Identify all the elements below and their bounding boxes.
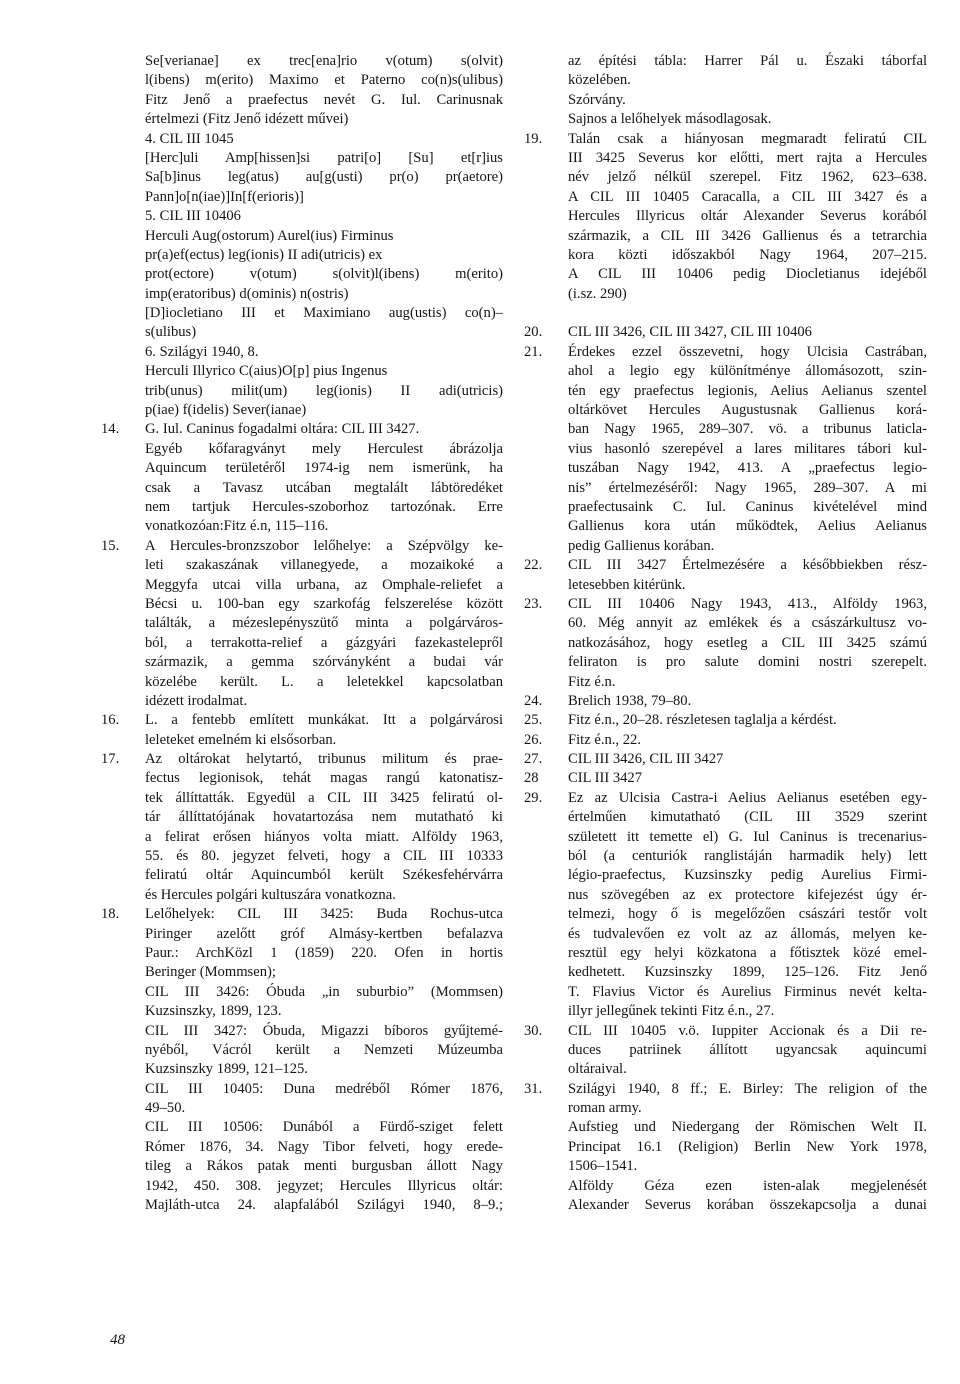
line-text: 55. és 80. jegyzet felveti, hogy a CIL III 10333 xyxy=(145,848,503,865)
text-line xyxy=(524,1138,927,1157)
text-line xyxy=(524,750,927,769)
line-text: oltárkövet Hercules Augustusnak Gallienus korá- xyxy=(568,402,927,419)
text-line xyxy=(101,188,503,207)
note-number: 23. xyxy=(524,595,543,612)
text-line xyxy=(524,537,927,556)
text-line xyxy=(101,517,503,536)
line-text: kora közti időszakból Nagy 1964, 207–215. xyxy=(568,246,927,263)
line-text: III 3425 Severus kor előtti, mert rajta a Hercules xyxy=(568,149,927,166)
text-line xyxy=(524,1099,927,1118)
line-text: feliratú oltár Aquincumból került Székesfehérvárra xyxy=(145,867,503,884)
text-line xyxy=(101,1022,503,1041)
line-text: Paur.: ArchKözl 1 (1859) 220. Ofen in hortis xyxy=(145,944,503,961)
text-line xyxy=(524,246,927,265)
note-number: 16. xyxy=(101,712,120,729)
line-text: Piringer azelőtt gróf Almásy-kertben befalazva xyxy=(145,925,503,942)
line-text: Se[verianae] ex trec[ena]rio v(otum) s(olvit) xyxy=(145,53,503,69)
line-text: az építési tábla: Harrer Pál u. Északi táborfal xyxy=(568,53,927,69)
note-number: 27. xyxy=(524,751,543,768)
text-line xyxy=(524,110,927,129)
line-text: T. Flavius Victor és Aurelius Firminus nevét kelta- xyxy=(568,983,927,1000)
text-line xyxy=(101,653,503,672)
text-line xyxy=(101,866,503,885)
line-text: Hercules Illyricus oltár Alexander Severus korából xyxy=(568,208,927,225)
line-text: nyéből, Vácról került a Nemzeti Múzeumba xyxy=(145,1041,503,1058)
line-text: CIL III 3426, CIL III 3427, CIL III 10406 xyxy=(568,324,812,341)
line-text: 4. CIL III 1045 xyxy=(145,130,234,147)
text-line xyxy=(101,401,503,420)
text-line xyxy=(101,595,503,614)
text-line xyxy=(524,808,927,827)
text-line xyxy=(524,925,927,944)
line-text: leti szakaszának villanegyede, a mozaikoké a xyxy=(145,557,503,574)
line-text: A Hercules-bronzszobor lelőhelye: a Szépvölgy ke- xyxy=(145,537,503,554)
text-line xyxy=(101,323,503,342)
line-text: származik, a gemma szórványként a budai vár xyxy=(145,654,503,671)
note-number: 26. xyxy=(524,731,543,748)
line-text: született itt temette el) G. Iul Caninus is trecenarius- xyxy=(568,828,927,845)
text-line xyxy=(101,382,503,401)
line-text: 5. CIL III 10406 xyxy=(145,208,241,225)
line-text: közelében. xyxy=(568,72,631,89)
text-line xyxy=(524,866,927,885)
text-line xyxy=(101,1060,503,1079)
line-text: 6. Szilágyi 1940, 8. xyxy=(145,343,259,360)
line-text: Kuzsinszky, 1899, 123. xyxy=(145,1003,282,1020)
line-text: Lelőhelyek: CIL III 3425: Buda Rochus-utca xyxy=(145,906,503,923)
text-line xyxy=(101,1041,503,1060)
line-text: értelműen kimutatható (CIL III 3529 szerint xyxy=(568,809,927,826)
text-line xyxy=(101,963,503,982)
line-text: ban Nagy 1965, 289–307. vö. a tribunus laticla- xyxy=(568,421,927,438)
text-line xyxy=(101,440,503,459)
line-text: Szórvány. xyxy=(568,91,626,108)
text-line xyxy=(524,91,927,110)
line-text: imp(eratoribus) d(ominis) n(ostris) xyxy=(145,285,349,302)
text-line xyxy=(101,847,503,866)
line-text: tén egy praefectus legionis, Aelius Aelianus szentel xyxy=(568,382,927,399)
line-text: G. Iul. Caninus fogadalmi oltára: CIL III 3427. xyxy=(145,421,420,438)
line-text: [Herc]uli Amp[hissen]si patri[o] [Su] et[r]ius xyxy=(145,149,503,166)
text-line xyxy=(101,983,503,1002)
line-text: trib(unus) milit(um) leg(ionis) II adi(utricis) xyxy=(145,382,503,399)
text-line xyxy=(524,168,927,187)
text-line xyxy=(524,1177,927,1196)
text-line xyxy=(101,1118,503,1137)
line-text: értelmezi (Fitz Jenő idézett művei) xyxy=(145,111,349,128)
line-text: tek állíttatták. Egyedül a CIL III 3425 feliratú ol- xyxy=(145,789,503,806)
line-text: és tudvalevően ez volt az az állomás, melyen ke- xyxy=(568,925,927,942)
text-line xyxy=(524,595,927,614)
text-line xyxy=(101,149,503,168)
line-text: prot(ectore) v(otum) s(olvit)l(ibens) m(erito) xyxy=(145,266,503,283)
text-line xyxy=(101,52,503,71)
note-number: 25. xyxy=(524,712,543,729)
line-text: CIL III 10405 v.ö. Iuppiter Accionak és a Dii re- xyxy=(568,1022,927,1039)
text-line xyxy=(101,1099,503,1118)
text-line xyxy=(524,401,927,420)
text-line xyxy=(101,1002,503,1021)
text-line xyxy=(101,227,503,246)
line-text: CIL III 10405: Duna medréből Rómer 1876, xyxy=(145,1080,503,1097)
text-line xyxy=(524,498,927,517)
note-number: 17. xyxy=(101,751,120,768)
text-line xyxy=(101,556,503,575)
text-line xyxy=(101,362,503,381)
text-line xyxy=(524,71,927,90)
text-line xyxy=(524,886,927,905)
line-text: idézett irodalmat. xyxy=(145,692,248,709)
text-line xyxy=(101,91,503,110)
text-line xyxy=(524,1022,927,1041)
text-line xyxy=(101,1080,503,1099)
line-text: Pann]o[n(iae)]In[f(erioris)] xyxy=(145,188,304,205)
line-text: tuszában Nagy 1942, 413. A „praefectus legio- xyxy=(568,460,927,477)
text-line xyxy=(524,1157,927,1176)
text-line xyxy=(524,1060,927,1079)
line-text: találták, a mézeslepényszütő minta a polgárváros- xyxy=(145,615,503,632)
line-text: ból, a terrakotta-relief a gázgyári fazekastelepről xyxy=(145,634,503,651)
line-text: duces patriinek állított ugyancsak aquincumi xyxy=(568,1041,927,1058)
text-line xyxy=(101,925,503,944)
note-number: 21. xyxy=(524,343,543,360)
line-text: Egyéb kőfaragványt mely Herculest ábrázolja xyxy=(145,440,503,457)
text-line xyxy=(101,537,503,556)
line-text: Talán csak a hiányosan megmaradt feliratú CIL xyxy=(568,130,927,147)
line-text: fectus legionisok, tehát magas rangú katonatisz- xyxy=(145,770,503,787)
line-text: s(ulibus) xyxy=(145,324,197,341)
note-number: 31. xyxy=(524,1080,543,1097)
note-number: 18. xyxy=(101,906,120,923)
line-text: kedhetett. Kuzsinszky 1899, 125–126. Fitz Jenő xyxy=(568,964,927,981)
line-text: [D]iocletiano III et Maximiano aug(ustis) co(n)– xyxy=(145,305,503,322)
note-number: 14. xyxy=(101,421,120,438)
line-text: csak a Tavasz utcában megtalált lábtöredéket xyxy=(145,479,503,496)
line-text: Kuzsinszky 1899, 121–125. xyxy=(145,1061,308,1078)
text-line xyxy=(524,130,927,149)
line-text: Meggyfa utcai villa urbana, az Omphale-reliefet a xyxy=(145,576,503,593)
line-text: Herculi Illyrico C(aius)O[p] pius Ingenus xyxy=(145,363,388,380)
text-line xyxy=(524,711,927,730)
text-line xyxy=(524,963,927,982)
line-text: Ez az Ulcisia Castra-i Aelius Aelianus esetében egy- xyxy=(568,789,927,806)
text-line xyxy=(101,673,503,692)
text-line xyxy=(101,944,503,963)
line-text: Érdekes ezzel összevetni, hogy Ulcisia Castrában, xyxy=(568,343,927,360)
text-line xyxy=(101,634,503,653)
text-line xyxy=(524,847,927,866)
line-text: légio-praefectus, Kuzsinszky pedig Aurelius Firmi- xyxy=(568,867,927,884)
line-text: Principat 16.1 (Religion) Berlin New York 1978, xyxy=(568,1138,927,1155)
line-text: p(iae) f(idelis) Sever(ianae) xyxy=(145,402,307,419)
line-text: letesebben kitérünk. xyxy=(568,576,686,593)
line-text: L. a fentebb említett munkákat. Itt a polgárvárosi xyxy=(145,712,503,729)
line-text: Fitz é.n., 22. xyxy=(568,731,641,748)
right-column xyxy=(524,52,927,1215)
text-line xyxy=(524,479,927,498)
line-text: Rómer 1876, 34. Nagy Tibor felveti, hogy erede- xyxy=(145,1138,503,1155)
page-number: 48 xyxy=(110,1332,125,1348)
note-number: 30. xyxy=(524,1022,543,1039)
note-number: 19. xyxy=(524,130,543,147)
line-text: nis” értelmezéséről: Nagy 1965, 289–307. A mi xyxy=(568,479,927,496)
line-text: CIL III 10406 Nagy 1943, 413., Alföldy 1963, xyxy=(568,595,927,612)
line-text: vonatkozóan:Fitz é.n, 115–116. xyxy=(145,518,329,535)
line-text: (i.sz. 290) xyxy=(568,285,627,302)
line-text: Bécsi u. 100-ban egy szarkofág felszerelése között xyxy=(145,595,503,612)
text-line xyxy=(524,576,927,595)
line-text: oltáraival. xyxy=(568,1061,627,1078)
line-text: resztül egy helyi közkatona a főtisztek közé emel- xyxy=(568,944,927,961)
line-text: Sa[b]inus leg(atus) au[g(usti) pr(o) pr(aetore) xyxy=(145,169,503,186)
text-line xyxy=(101,420,503,439)
line-text: feliraton is pro salute domini nostri szerepelt. xyxy=(568,654,927,671)
text-line xyxy=(524,673,927,692)
line-text: Sajnos a lelőhelyek másodlagosak. xyxy=(568,111,772,128)
text-line xyxy=(524,459,927,478)
line-text: illyr jellegűnek tekinti Fitz é.n., 27. xyxy=(568,1003,775,1020)
text-line xyxy=(101,265,503,284)
text-line xyxy=(101,1138,503,1157)
text-line xyxy=(101,1177,503,1196)
line-text: Majláth-utca 24. alapfalából Szilágyi 1940, 8–9.; xyxy=(145,1197,503,1214)
text-line xyxy=(101,304,503,323)
text-line xyxy=(524,692,927,711)
text-line xyxy=(524,207,927,226)
text-line xyxy=(101,711,503,730)
line-text: vius hasonló szerepével a lares militares tábori kul- xyxy=(568,440,927,457)
text-line xyxy=(524,304,927,323)
note-number: 28 xyxy=(524,770,539,787)
line-text: l(ibens) m(erito) Maximo et Paterno co(n)s(ulibus) xyxy=(145,72,503,89)
text-line xyxy=(101,110,503,129)
text-line xyxy=(524,362,927,381)
text-line xyxy=(101,207,503,226)
text-line xyxy=(101,498,503,517)
line-text: leleteket emelném ki elsősorban. xyxy=(145,731,337,748)
text-line xyxy=(524,789,927,808)
line-text: telmezi, hogy ő is megelőzően császári testőr volt xyxy=(568,906,927,923)
line-text: nem tartjuk Hercules-szoborhoz tartozónak. Erre xyxy=(145,498,503,515)
line-text: pedig Gallienus korában. xyxy=(568,537,715,554)
text-line xyxy=(101,769,503,788)
line-text: praefectusaink C. Iul. Caninus kivételével mind xyxy=(568,498,927,515)
line-text: és Hercules polgári kultuszára vonatkozna. xyxy=(145,886,396,903)
line-text: Herculi Aug(ostorum) Aurel(ius) Firminus xyxy=(145,227,394,244)
text-line xyxy=(524,343,927,362)
text-line xyxy=(524,227,927,246)
line-text: 60. Még annyit az emlékek és a császárkultusz vo- xyxy=(568,615,927,632)
line-text: CIL III 3427 xyxy=(568,770,643,787)
text-line xyxy=(524,556,927,575)
line-text: A CIL III 10406 pedig Diocletianus idejéből xyxy=(568,266,927,283)
text-line xyxy=(101,130,503,149)
left-column xyxy=(101,52,503,1215)
line-text: közelébe került. L. a leletekkel kapcsolatban xyxy=(145,673,503,690)
text-line xyxy=(101,71,503,90)
text-line xyxy=(101,285,503,304)
line-text: Gallienus kora után működtek, Aelius Aelianus xyxy=(568,518,927,535)
line-text: 49–50. xyxy=(145,1100,186,1117)
note-number: 24. xyxy=(524,692,543,709)
text-line xyxy=(524,382,927,401)
line-text: A CIL III 10405 Caracalla, a CIL III 3427 és a xyxy=(568,188,927,205)
text-line xyxy=(524,828,927,847)
line-text: név jelző nélkül szerepel. Fitz 1962, 623–638. xyxy=(568,169,927,186)
line-text: 1506–1541. xyxy=(568,1158,638,1175)
text-line xyxy=(524,905,927,924)
line-text: Alföldy Géza ezen isten-alak megjelenését xyxy=(568,1177,927,1194)
line-text: natkozásához, hogy esetleg a CIL III 3425 számú xyxy=(568,634,927,651)
text-line xyxy=(524,517,927,536)
line-text: Aufstieg und Niedergang der Römischen Welt II. xyxy=(568,1119,927,1136)
text-line xyxy=(101,886,503,905)
line-text: származik, a CIL III 3426 Gallienus és a tetrarchia xyxy=(568,227,927,244)
text-line xyxy=(524,265,927,284)
line-text: roman army. xyxy=(568,1100,642,1117)
text-line xyxy=(524,1041,927,1060)
line-text: a felirat erősen hiányos volta miatt. Alföldy 1963, xyxy=(145,828,503,845)
text-line xyxy=(524,944,927,963)
text-line xyxy=(101,168,503,187)
line-text: Szilágyi 1940, 8 ff.; E. Birley: The religion of the xyxy=(568,1080,927,1097)
text-line xyxy=(101,479,503,498)
text-line xyxy=(524,653,927,672)
line-text: tár állíttatójának hovatartozása nem mutatható ki xyxy=(145,809,503,826)
line-text: Fitz é.n., 20–28. részletesen taglalja a kérdést. xyxy=(568,712,837,729)
text-line xyxy=(524,769,927,788)
line-text: Aquincum területéről 1974-ig nem ismerünk, ha xyxy=(145,460,503,477)
line-text: Beringer (Mommsen); xyxy=(145,964,276,981)
line-text: tileg a Rákos patak menti burgusban állott Nagy xyxy=(145,1158,503,1175)
text-line xyxy=(101,828,503,847)
line-text: Az oltárokat helytartó, tribunus militum és prae- xyxy=(145,751,503,768)
text-line xyxy=(524,983,927,1002)
text-line xyxy=(524,634,927,653)
text-line xyxy=(101,459,503,478)
text-line xyxy=(101,1157,503,1176)
line-text: Alexander Severus korában összekapcsolja a dunai xyxy=(568,1197,927,1214)
line-text: 1942, 450. 308. jegyzet; Hercules Illyricus oltár: xyxy=(145,1177,503,1194)
text-line xyxy=(524,731,927,750)
line-text: Brelich 1938, 79–80. xyxy=(568,692,692,709)
note-number: 29. xyxy=(524,789,543,806)
note-number: 15. xyxy=(101,537,120,554)
text-line xyxy=(101,343,503,362)
line-text: CIL III 3426, CIL III 3427 xyxy=(568,751,724,768)
line-text: CIL III 3427 Értelmezésére a későbbiekben rész- xyxy=(568,557,927,574)
note-number: 20. xyxy=(524,324,543,341)
text-line xyxy=(524,1002,927,1021)
text-line xyxy=(524,420,927,439)
text-line xyxy=(101,750,503,769)
line-text: nus szövegében az ex protectore kifejezést úgy ér- xyxy=(568,886,927,903)
text-line xyxy=(524,1118,927,1137)
text-line xyxy=(101,1196,503,1215)
text-line xyxy=(524,323,927,342)
line-text: ból (a centuriók ranglistáján harmadik hely) lett xyxy=(568,848,927,865)
text-line xyxy=(101,614,503,633)
text-line xyxy=(524,614,927,633)
text-line xyxy=(524,440,927,459)
line-text: CIL III 3427: Óbuda, Migazzi bíboros gyűjtemé- xyxy=(145,1022,503,1039)
text-line xyxy=(101,246,503,265)
text-line xyxy=(101,905,503,924)
text-line xyxy=(101,692,503,711)
text-line xyxy=(524,188,927,207)
text-line xyxy=(101,808,503,827)
text-line xyxy=(524,149,927,168)
note-number: 22. xyxy=(524,557,543,574)
line-text: Fitz Jenő a praefectus nevét G. Iul. Carinusnak xyxy=(145,91,503,108)
line-text: ahol a legio egy különítménye állomásozott, szin- xyxy=(568,363,927,380)
text-line xyxy=(101,731,503,750)
text-line xyxy=(101,789,503,808)
text-line xyxy=(524,1080,927,1099)
text-line xyxy=(101,576,503,595)
text-line xyxy=(524,1196,927,1215)
text-line xyxy=(524,52,927,71)
line-text: Fitz é.n. xyxy=(568,673,616,690)
line-text: CIL III 10506: Dunából a Fürdő-sziget felett xyxy=(145,1119,503,1136)
text-line xyxy=(524,285,927,304)
line-text: CIL III 3426: Óbuda „in suburbio” (Mommsen) xyxy=(145,983,503,1000)
line-text: pr(a)ef(ectus) leg(ionis) II adi(utricis) ex xyxy=(145,246,383,263)
